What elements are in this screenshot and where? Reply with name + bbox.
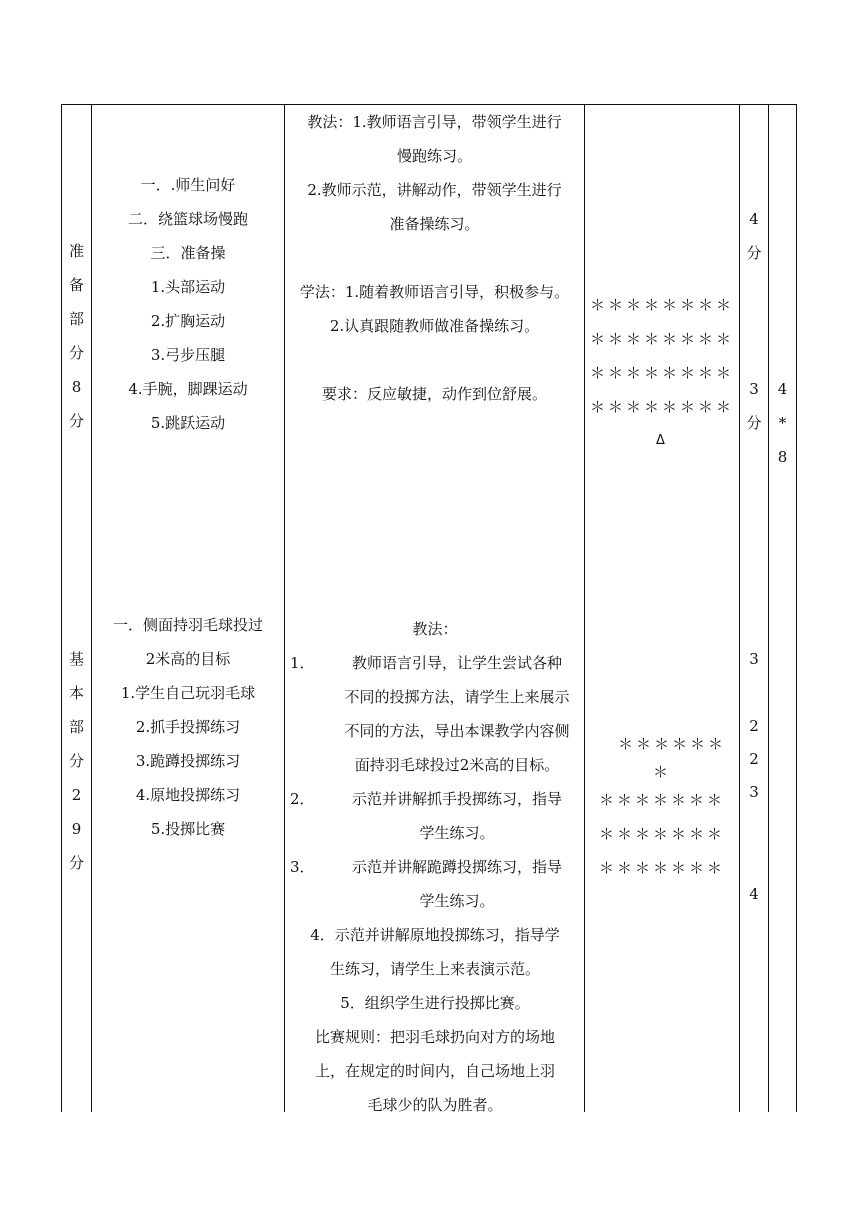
method-line: 学生练习。 [419,824,495,842]
basic-content-line: 一．侧面持羽毛球投过 [112,616,263,634]
method-item-text [334,646,580,782]
prep-label-char: 分 [68,412,84,430]
prep-label-char: 分 [68,344,84,362]
prep-method-line: 教法：1.教师语言引导，带领学生进行 [307,113,562,131]
time-value: 2 [749,717,759,735]
basic-content-line: 1.学生自己玩羽毛球 [120,684,256,702]
prep-content-line: 5.跳跃运动 [150,414,226,432]
time-value [740,843,768,877]
method-line: 比赛规则：把羽毛球扔向对方的场地 [314,1028,555,1046]
table-right-border [796,104,797,1112]
prep-label-char: 准 [68,242,84,260]
basic-label-char: 部 [68,718,84,736]
basic-content-line: 2米高的目标 [145,650,231,668]
basic-content-line: 2.抓手投掷练习 [135,718,241,736]
column-divider-2 [284,104,285,1112]
prep-reps [769,372,796,474]
time-value: 3 [749,380,759,398]
prep-label-char: 备 [68,276,84,294]
prep-formation [586,288,738,458]
formation-row: ＊＊＊＊＊＊＊＊ [589,364,734,382]
method-line: 学生练习。 [419,892,495,910]
formation-row: ＊＊＊＊＊＊＊ [598,859,725,877]
time-value: 3 [749,783,759,801]
prep-method-line: 2.教师示范，讲解动作，带领学生进行 [307,181,562,199]
basic-label-char: 基 [68,650,84,668]
teacher-position-mark: Δ [656,433,668,448]
basic-time [740,642,768,911]
method-line: 4．示范并讲解原地投掷练习，指导学 [310,926,560,944]
basic-method-heading: 教法： [412,620,458,638]
time-unit: 分 [746,414,762,432]
method-item-number: 3． [290,858,315,876]
prep-content-line: 一．.师生问好 [140,176,236,194]
method-line: 面持羽毛球投过2米高的目标。 [354,756,560,774]
basic-label-char: 本 [68,684,84,702]
prep-method [286,105,583,411]
basic-section-label [62,642,91,880]
prep-content-line: 4.手腕，脚踝运动 [128,380,248,398]
method-line: 上，在规定的时间内，自己场地上羽 [314,1062,555,1080]
time-value [740,809,768,843]
prep-section-label [62,234,91,438]
prep-time-1 [740,202,768,270]
prep-method-line [286,343,583,377]
method-item-text [334,850,580,918]
prep-content-line: 二．绕篮球场慢跑 [127,210,248,228]
prep-method-line: 要求：反应敏捷，动作到位舒展。 [321,385,547,403]
method-item-text [334,782,580,850]
method-line: 不同的投掷方法，请学生上来展示 [344,688,570,706]
method-line: 不同的方法，导出本课教学内容侧 [344,722,570,740]
formation-row: ＊＊＊＊＊＊＊ [598,825,725,843]
time-value: 4 [749,210,759,228]
basic-method [290,612,580,1122]
time-value: 3 [749,650,759,668]
method-item-1 [290,646,580,782]
reps-value: 4 [777,380,788,398]
formation-row: ＊＊＊＊＊＊＊ [598,791,725,809]
method-item-number: 2． [290,790,315,808]
basic-label-char: 分 [68,854,84,872]
method-item-2 [290,782,580,850]
method-line: 示范并讲解跪蹲投掷练习，指导 [351,858,562,876]
basic-label-char: 9 [71,820,82,838]
basic-content-line: 3.跪蹲投掷练习 [135,752,241,770]
time-unit: 分 [746,244,762,262]
prep-label-char: 8 [71,378,82,396]
column-divider-3 [584,104,585,1112]
formation-row: ＊＊＊＊＊＊ [617,735,726,753]
prep-method-line: 学法：1.随着教师语言引导，积极参与。 [299,283,570,301]
method-line: 教师语言引导，让学生尝试各种 [351,654,562,672]
method-line: 5．组织学生进行投掷比赛。 [340,994,530,1012]
time-value [740,676,768,710]
prep-content-line: 1.头部运动 [150,278,226,296]
prep-content-line: 2.扩胸运动 [150,312,226,330]
basic-content-line: 5.投掷比赛 [150,820,226,838]
method-item-number: 1． [290,654,315,672]
prep-method-line: 慢跑练习。 [396,147,472,165]
prep-content-line: 三．准备操 [150,244,226,262]
column-divider-5 [768,104,769,1112]
prep-time-2 [740,372,768,440]
method-item-3 [290,850,580,918]
basic-formation [596,727,728,885]
basic-content [92,608,284,846]
method-line: 生练习，请学生上来表演示范。 [329,960,540,978]
prep-label-char: 部 [68,310,84,328]
prep-content [92,168,284,440]
basic-content-line: 4.原地投掷练习 [135,786,241,804]
prep-content-line: 3.弓步压腿 [150,346,226,364]
basic-label-char: 2 [71,786,82,804]
prep-method-line: 2.认真跟随教师做准备操练习。 [329,317,540,335]
formation-row: ＊ [652,763,671,781]
time-value: 4 [749,885,759,903]
formation-row: ＊＊＊＊＊＊＊＊ [589,398,734,416]
basic-label-char: 分 [68,752,84,770]
method-line: 毛球少的队为胜者。 [367,1096,503,1114]
method-line: 示范并讲解抓手投掷练习，指导 [351,790,562,808]
formation-row: ＊＊＊＊＊＊＊＊ [589,330,734,348]
reps-value: * [778,414,787,432]
prep-method-line: 准备操练习。 [389,215,480,233]
reps-value: 8 [777,448,788,466]
prep-method-line [286,241,583,275]
time-value: 2 [749,750,759,768]
formation-row: ＊＊＊＊＊＊＊＊ [589,296,734,314]
